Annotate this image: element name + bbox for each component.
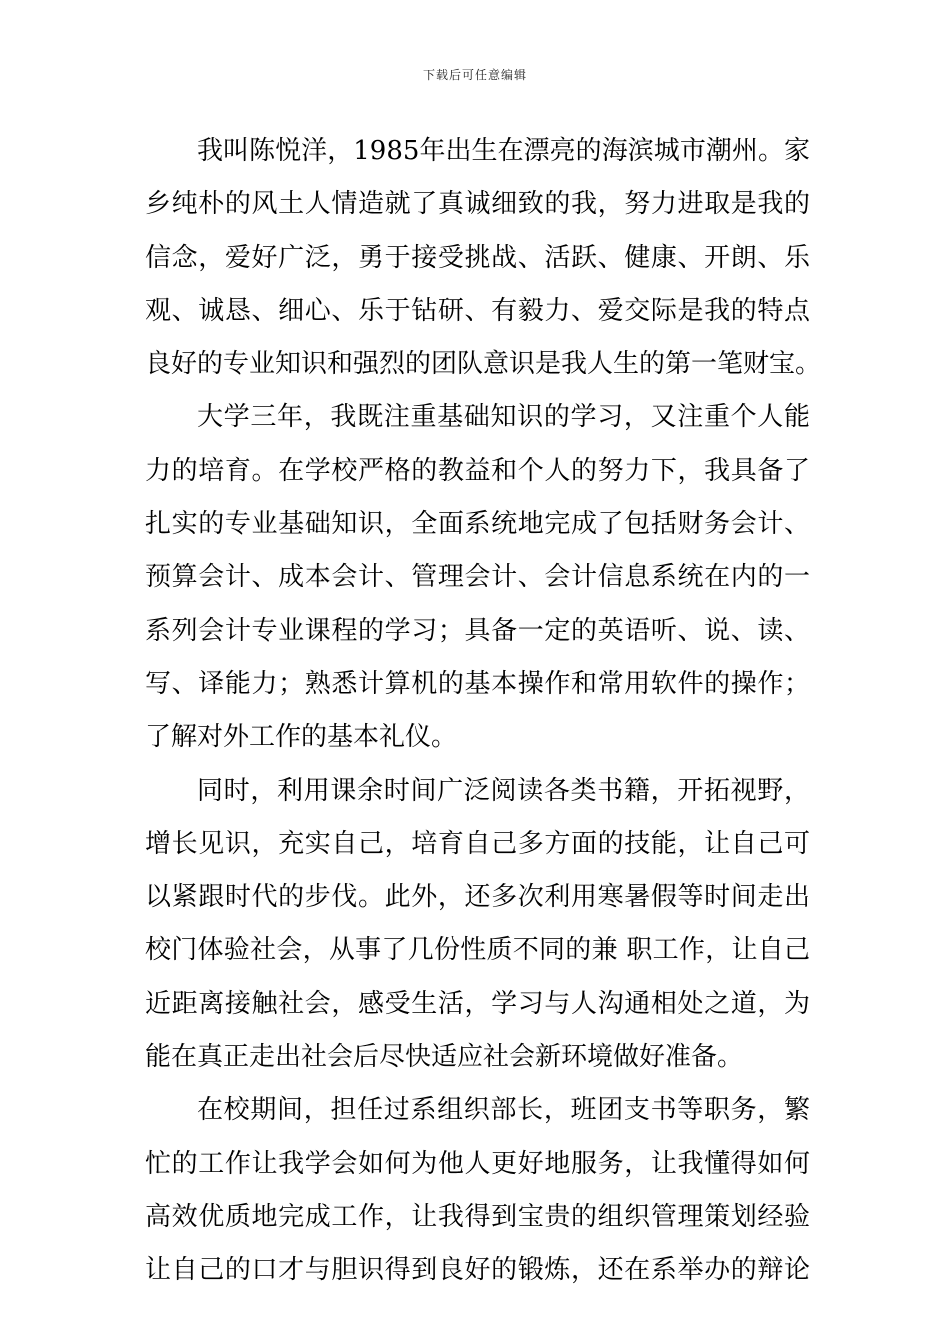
text-line: 良好的专业知识和强烈的团队意识是我人生的第一笔财宝。: [145, 349, 822, 380]
paragraph-1: [145, 125, 822, 391]
text-line: 写、译能力；熟悉计算机的基本操作和常用软件的操作；: [145, 668, 810, 699]
text-line: 系列会计专业课程的学习；具备一定的英语听、说、读、: [145, 615, 810, 646]
text-line: 在校期间，担任过系组织部长，班团支书等职务，繁: [197, 1095, 810, 1126]
paragraph-4: [145, 1084, 810, 1297]
text-line: 观、诚恳、细心、乐于钻研、有毅力、爱交际是我的特点: [145, 295, 810, 326]
text-line: 了解对外工作的基本礼仪。: [145, 722, 458, 753]
text-line: 近距离接触社会，感受生活，学习与人沟通相处之道，为: [145, 988, 810, 1019]
text-line: 扎实的专业基础知识，全面系统地完成了包括财务会计、: [145, 509, 810, 540]
text-line: 信念，爱好广泛，勇于接受挑战、活跃、健康、开朗、乐: [145, 242, 810, 273]
text-line: 让自己的口才与胆识得到良好的锻炼，还在系举办的辩论: [145, 1255, 810, 1286]
text-line: 同时，利用课余时间广泛阅读各类书籍，开拓视野，: [197, 775, 810, 806]
page-header: 下载后可任意编辑: [422, 68, 527, 82]
paragraph-2: [145, 391, 810, 764]
text-line: 增长见识，充实自己，培育自己多方面的技能，让自己可: [145, 828, 810, 859]
text-line: 大学三年，我既注重基础知识的学习，又注重个人能: [197, 402, 810, 433]
paragraph-3: [145, 765, 810, 1085]
text-line: 校门体验社会，从事了几份性质不同的兼 职工作，让自己: [145, 935, 810, 966]
text-line: 力的培育。在学校严格的教益和个人的努力下，我具备了: [145, 455, 810, 486]
text-line: 我叫陈悦洋，1985年出生在漂亮的海滨城市潮州。家: [197, 136, 810, 166]
text-line: 以紧跟时代的步伐。此外，还多次利用寒暑假等时间走出: [145, 882, 810, 913]
text-line: 高效优质地完成工作，让我得到宝贵的组织管理策划经验: [145, 1201, 810, 1232]
text-line: 忙的工作让我学会如何为他人更好地服务，让我懂得如何: [145, 1148, 810, 1179]
document-body: [145, 125, 822, 1298]
text-line: 乡纯朴的风土人情造就了真诚细致的我，努力进取是我的: [145, 189, 810, 220]
text-line: 预算会计、成本会计、管理会计、会计信息系统在内的一: [145, 562, 810, 593]
text-line: 能在真正走出社会后尽快适应社会新环境做好准备。: [145, 1042, 744, 1073]
